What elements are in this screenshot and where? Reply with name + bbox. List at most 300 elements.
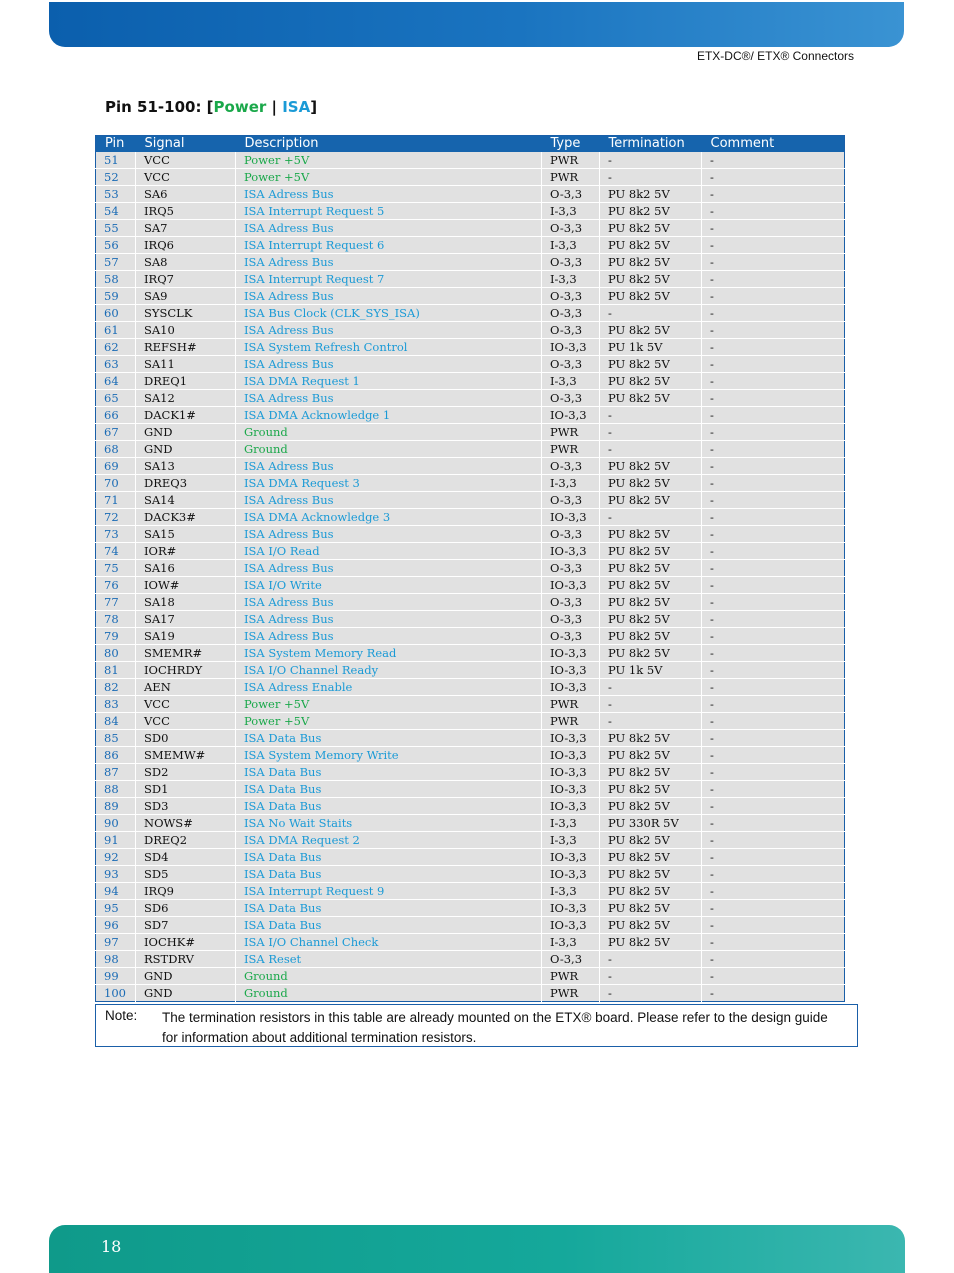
termination-cell: PU 8k2 5V [600,288,702,305]
type-cell: O-3,3 [542,594,600,611]
comment-cell: - [702,220,845,237]
signal-cell: SD0 [136,730,236,747]
description-cell: ISA Interrupt Request 6 [236,237,542,254]
pin-cell: 75 [96,560,136,577]
type-cell: IO-3,3 [542,917,600,934]
comment-cell: - [702,815,845,832]
termination-cell: PU 8k2 5V [600,475,702,492]
table-row [96,662,845,679]
type-cell: IO-3,3 [542,764,600,781]
signal-cell: SD2 [136,764,236,781]
signal-cell: SA14 [136,492,236,509]
table-row [96,730,845,747]
table-row [96,339,845,356]
termination-cell: PU 8k2 5V [600,611,702,628]
table-row [96,577,845,594]
description-cell: ISA Adress Bus [236,611,542,628]
table-row [96,679,845,696]
comment-cell: - [702,577,845,594]
table-row [96,237,845,254]
type-cell: PWR [542,424,600,441]
column-header-pin: Pin [96,136,136,153]
pin-cell: 67 [96,424,136,441]
termination-cell: - [600,985,702,1002]
type-cell: IO-3,3 [542,662,600,679]
signal-cell: SA15 [136,526,236,543]
termination-cell: PU 8k2 5V [600,594,702,611]
termination-cell: PU 8k2 5V [600,543,702,560]
description-cell: ISA Adress Bus [236,356,542,373]
pin-cell: 64 [96,373,136,390]
description-cell: ISA Adress Bus [236,594,542,611]
comment-cell: - [702,543,845,560]
termination-cell: PU 8k2 5V [600,373,702,390]
pin-cell: 56 [96,237,136,254]
comment-cell: - [702,883,845,900]
description-cell: ISA DMA Request 2 [236,832,542,849]
table-row [96,407,845,424]
description-cell: ISA Data Bus [236,917,542,934]
table-row [96,458,845,475]
termination-cell: PU 8k2 5V [600,237,702,254]
signal-cell: VCC [136,713,236,730]
termination-cell: PU 1k 5V [600,339,702,356]
signal-cell: SA17 [136,611,236,628]
comment-cell: - [702,424,845,441]
column-header-type: Type [542,136,600,153]
table-row [96,594,845,611]
type-cell: I-3,3 [542,475,600,492]
description-cell: ISA Interrupt Request 9 [236,883,542,900]
signal-cell: GND [136,424,236,441]
comment-cell: - [702,934,845,951]
section-title [105,98,317,116]
table-row [96,866,845,883]
type-cell: O-3,3 [542,220,600,237]
signal-cell: GND [136,985,236,1002]
pin-cell: 51 [96,152,136,169]
type-cell: IO-3,3 [542,781,600,798]
description-cell: ISA I/O Read [236,543,542,560]
comment-cell: - [702,492,845,509]
comment-cell: - [702,373,845,390]
table-row [96,985,845,1002]
pin-cell: 70 [96,475,136,492]
signal-cell: SMEMW# [136,747,236,764]
type-cell: IO-3,3 [542,900,600,917]
pin-cell: 52 [96,169,136,186]
pin-cell: 71 [96,492,136,509]
termination-cell: PU 8k2 5V [600,764,702,781]
table-row [96,475,845,492]
signal-cell: SA6 [136,186,236,203]
description-cell: ISA Adress Bus [236,560,542,577]
signal-cell: SA13 [136,458,236,475]
column-header-description: Description [236,136,542,153]
table-row [96,611,845,628]
comment-cell: - [702,560,845,577]
type-cell: PWR [542,985,600,1002]
table-row [96,220,845,237]
comment-cell: - [702,611,845,628]
section-title-isa: ISA [282,98,311,116]
table-row [96,900,845,917]
signal-cell: RSTDRV [136,951,236,968]
comment-cell: - [702,305,845,322]
description-cell: ISA System Memory Read [236,645,542,662]
description-cell: ISA System Memory Write [236,747,542,764]
termination-cell: PU 8k2 5V [600,492,702,509]
signal-cell: SD3 [136,798,236,815]
type-cell: I-3,3 [542,237,600,254]
type-cell: O-3,3 [542,526,600,543]
column-header-comment: Comment [702,136,845,153]
termination-cell: PU 8k2 5V [600,900,702,917]
description-cell: ISA Adress Bus [236,254,542,271]
termination-cell: PU 8k2 5V [600,458,702,475]
table-row [96,441,845,458]
pin-cell: 100 [96,985,136,1002]
pin-table [95,135,845,1002]
description-cell: ISA Adress Bus [236,186,542,203]
comment-cell: - [702,951,845,968]
termination-cell: - [600,152,702,169]
type-cell: O-3,3 [542,186,600,203]
table-row [96,526,845,543]
signal-cell: VCC [136,152,236,169]
termination-cell: - [600,696,702,713]
termination-cell: PU 8k2 5V [600,866,702,883]
signal-cell: IOW# [136,577,236,594]
description-cell: ISA Data Bus [236,730,542,747]
pin-cell: 88 [96,781,136,798]
termination-cell: PU 8k2 5V [600,747,702,764]
table-row [96,798,845,815]
comment-cell: - [702,152,845,169]
type-cell: PWR [542,152,600,169]
signal-cell: VCC [136,169,236,186]
description-cell: ISA Adress Bus [236,220,542,237]
type-cell: O-3,3 [542,356,600,373]
termination-cell: PU 8k2 5V [600,390,702,407]
signal-cell: SD4 [136,849,236,866]
type-cell: O-3,3 [542,288,600,305]
termination-cell: - [600,424,702,441]
table-row [96,492,845,509]
comment-cell: - [702,985,845,1002]
signal-cell: IRQ5 [136,203,236,220]
pin-cell: 94 [96,883,136,900]
comment-cell: - [702,713,845,730]
type-cell: O-3,3 [542,951,600,968]
section-title-power: Power [213,98,267,116]
comment-cell: - [702,900,845,917]
pin-cell: 91 [96,832,136,849]
type-cell: IO-3,3 [542,407,600,424]
description-cell: ISA Adress Bus [236,458,542,475]
pin-cell: 60 [96,305,136,322]
description-cell: ISA I/O Channel Check [236,934,542,951]
termination-cell: PU 8k2 5V [600,832,702,849]
type-cell: I-3,3 [542,373,600,390]
type-cell: I-3,3 [542,271,600,288]
description-cell: ISA Data Bus [236,764,542,781]
type-cell: IO-3,3 [542,577,600,594]
table-row [96,815,845,832]
table-row [96,169,845,186]
type-cell: IO-3,3 [542,339,600,356]
table-row [96,832,845,849]
termination-cell: - [600,951,702,968]
pin-cell: 77 [96,594,136,611]
termination-cell: PU 8k2 5V [600,356,702,373]
type-cell: IO-3,3 [542,866,600,883]
top-banner [49,2,904,47]
pin-cell: 97 [96,934,136,951]
description-cell: ISA Adress Bus [236,492,542,509]
table-row [96,781,845,798]
description-cell: ISA Reset [236,951,542,968]
table-row [96,849,845,866]
termination-cell: PU 8k2 5V [600,798,702,815]
description-cell: Ground [236,968,542,985]
signal-cell: DREQ2 [136,832,236,849]
description-cell: ISA Adress Bus [236,526,542,543]
comment-cell: - [702,203,845,220]
comment-cell: - [702,356,845,373]
type-cell: IO-3,3 [542,747,600,764]
termination-cell: - [600,407,702,424]
type-cell: IO-3,3 [542,730,600,747]
type-cell: PWR [542,169,600,186]
type-cell: O-3,3 [542,628,600,645]
pin-cell: 57 [96,254,136,271]
comment-cell: - [702,781,845,798]
comment-cell: - [702,798,845,815]
comment-cell: - [702,237,845,254]
pin-cell: 53 [96,186,136,203]
comment-cell: - [702,458,845,475]
description-cell: ISA I/O Write [236,577,542,594]
table-row [96,713,845,730]
table-row [96,968,845,985]
table-row [96,271,845,288]
termination-cell: PU 8k2 5V [600,917,702,934]
description-cell: ISA Data Bus [236,866,542,883]
signal-cell: VCC [136,696,236,713]
description-cell: ISA Adress Bus [236,390,542,407]
comment-cell: - [702,849,845,866]
pin-cell: 79 [96,628,136,645]
signal-cell: SA7 [136,220,236,237]
description-cell: ISA Adress Bus [236,288,542,305]
type-cell: PWR [542,441,600,458]
description-cell: Power +5V [236,169,542,186]
comment-cell: - [702,764,845,781]
description-cell: ISA Data Bus [236,900,542,917]
table-row [96,373,845,390]
comment-cell: - [702,339,845,356]
table-row [96,934,845,951]
type-cell: PWR [542,696,600,713]
table-row [96,424,845,441]
termination-cell: - [600,679,702,696]
signal-cell: SA19 [136,628,236,645]
table-row [96,764,845,781]
termination-cell: PU 330R 5V [600,815,702,832]
section-title-separator: | [266,98,283,116]
termination-cell: PU 8k2 5V [600,781,702,798]
termination-cell: PU 8k2 5V [600,254,702,271]
comment-cell: - [702,662,845,679]
type-cell: PWR [542,968,600,985]
termination-cell: PU 8k2 5V [600,849,702,866]
termination-cell: PU 8k2 5V [600,186,702,203]
comment-cell: - [702,917,845,934]
signal-cell: SD6 [136,900,236,917]
description-cell: ISA DMA Request 1 [236,373,542,390]
termination-cell: PU 8k2 5V [600,883,702,900]
pin-cell: 99 [96,968,136,985]
pin-cell: 92 [96,849,136,866]
description-cell: ISA Interrupt Request 7 [236,271,542,288]
pin-cell: 55 [96,220,136,237]
type-cell: O-3,3 [542,492,600,509]
type-cell: O-3,3 [542,560,600,577]
footer-banner [49,1225,905,1273]
column-header-termination: Termination [600,136,702,153]
termination-cell: - [600,509,702,526]
comment-cell: - [702,407,845,424]
pin-cell: 54 [96,203,136,220]
signal-cell: DACK3# [136,509,236,526]
description-cell: Power +5V [236,713,542,730]
table-row [96,186,845,203]
type-cell: I-3,3 [542,934,600,951]
pin-cell: 63 [96,356,136,373]
description-cell: ISA DMA Acknowledge 1 [236,407,542,424]
table-row [96,254,845,271]
signal-cell: SD1 [136,781,236,798]
signal-cell: GND [136,968,236,985]
description-cell: ISA Interrupt Request 5 [236,203,542,220]
signal-cell: DREQ3 [136,475,236,492]
signal-cell: SA11 [136,356,236,373]
pin-cell: 95 [96,900,136,917]
termination-cell: PU 8k2 5V [600,203,702,220]
description-cell: Ground [236,424,542,441]
table-row [96,696,845,713]
termination-cell: PU 8k2 5V [600,628,702,645]
signal-cell: SA18 [136,594,236,611]
termination-cell: PU 8k2 5V [600,577,702,594]
pin-cell: 96 [96,917,136,934]
type-cell: IO-3,3 [542,543,600,560]
termination-cell: - [600,305,702,322]
termination-cell: PU 8k2 5V [600,271,702,288]
description-cell: ISA Bus Clock (CLK_SYS_ISA) [236,305,542,322]
comment-cell: - [702,696,845,713]
type-cell: I-3,3 [542,832,600,849]
pin-cell: 62 [96,339,136,356]
pin-cell: 86 [96,747,136,764]
table-row [96,152,845,169]
type-cell: I-3,3 [542,203,600,220]
pin-cell: 98 [96,951,136,968]
pin-cell: 66 [96,407,136,424]
termination-cell: PU 1k 5V [600,662,702,679]
signal-cell: DREQ1 [136,373,236,390]
type-cell: IO-3,3 [542,849,600,866]
type-cell: O-3,3 [542,390,600,407]
description-cell: ISA DMA Request 3 [236,475,542,492]
pin-cell: 74 [96,543,136,560]
comment-cell: - [702,832,845,849]
pin-cell: 58 [96,271,136,288]
pin-cell: 73 [96,526,136,543]
signal-cell: SYSCLK [136,305,236,322]
table-row [96,356,845,373]
termination-cell: - [600,441,702,458]
pin-cell: 84 [96,713,136,730]
table-row [96,305,845,322]
comment-cell: - [702,169,845,186]
description-cell: ISA Adress Enable [236,679,542,696]
type-cell: O-3,3 [542,254,600,271]
comment-cell: - [702,254,845,271]
signal-cell: SA10 [136,322,236,339]
table-row [96,628,845,645]
description-cell: ISA Data Bus [236,849,542,866]
pin-cell: 68 [96,441,136,458]
termination-cell: PU 8k2 5V [600,526,702,543]
comment-cell: - [702,271,845,288]
comment-cell: - [702,628,845,645]
pin-cell: 85 [96,730,136,747]
pin-cell: 72 [96,509,136,526]
signal-cell: IRQ6 [136,237,236,254]
table-row [96,951,845,968]
pin-table-body [96,152,845,1002]
type-cell: IO-3,3 [542,509,600,526]
comment-cell: - [702,186,845,203]
comment-cell: - [702,968,845,985]
signal-cell: SMEMR# [136,645,236,662]
description-cell: Ground [236,985,542,1002]
termination-cell: PU 8k2 5V [600,220,702,237]
table-row [96,645,845,662]
description-cell: ISA No Wait Staits [236,815,542,832]
signal-cell: SA16 [136,560,236,577]
pin-cell: 80 [96,645,136,662]
table-row [96,322,845,339]
table-row [96,203,845,220]
table-row [96,883,845,900]
section-title-suffix: ] [310,98,318,116]
description-cell: ISA DMA Acknowledge 3 [236,509,542,526]
pin-cell: 65 [96,390,136,407]
pin-table-header [96,136,845,153]
signal-cell: IRQ7 [136,271,236,288]
table-row [96,288,845,305]
type-cell: IO-3,3 [542,679,600,696]
type-cell: I-3,3 [542,883,600,900]
type-cell: PWR [542,713,600,730]
type-cell: O-3,3 [542,322,600,339]
pin-cell: 87 [96,764,136,781]
signal-cell: AEN [136,679,236,696]
signal-cell: IOCHK# [136,934,236,951]
